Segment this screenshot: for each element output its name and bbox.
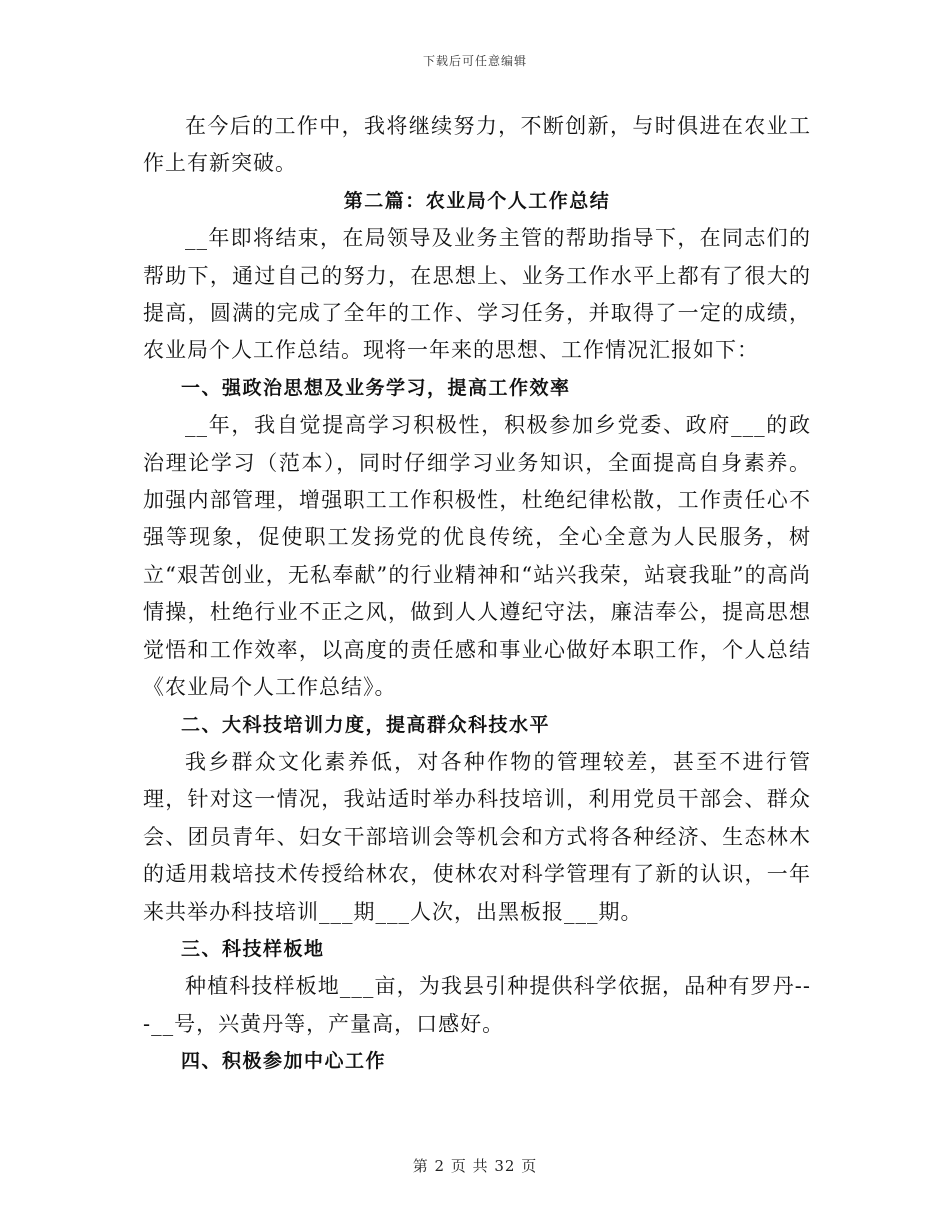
heading-1: 一、强政治思想及业务学习，提高工作效率: [181, 376, 571, 399]
paragraph-intro: __年即将结束，在局领导及业务主管的帮助指导下，在同志们的帮助下，通过自己的努力，在思想上、业务工作水平上都有了很大的提高，圆满的完成了全年的工作、学习任务，并取得了一定的成绩，农业局个人工作总结。现将一年来的思想、工作情况汇报如下：: [143, 226, 811, 363]
heading-4: 四、积极参加中心工作: [181, 1050, 387, 1073]
paragraph-demo-field: 种植科技样板地___亩，为我县引种提供科学依据，品种有罗丹---__号，兴黄丹等，产量高，口感好。: [143, 974, 811, 1036]
heading-2: 二、大科技培训力度，提高群众科技水平: [181, 713, 551, 736]
paragraph-study: __年，我自觉提高学习积极性，积极参加乡党委、政府___的政治理论学习（范本），同时仔细学习业务知识，全面提高自身素养。加强内部管理，增强职工工作积极性，杜绝纪律松散，工作责任心不强等现象，促使职工发扬党的优良传统，全心全意为人民服务，树立“艰苦创业，无私奉献”的行业精神和“站兴我荣，站衰我耻”的高尚情操，杜绝行业不正之风，做到人人遵纪守法，廉洁奉公，提高思想觉悟和工作效率，以高度的责任感和事业心做好本职工作，个人总结《农业局个人工作总结》。: [143, 413, 811, 700]
page-header: 下载后可任意编辑: [422, 54, 527, 68]
page-number: 第 2 页 共 32 页: [412, 1157, 538, 1175]
section-title: 第二篇：农业局个人工作总结: [343, 189, 611, 212]
paragraph-training: 我乡群众文化素养低，对各种作物的管理较差，甚至不进行管理，针对这一情况，我站适时举办科技培训，利用党员干部会、群众会、团员青年、妇女干部培训会等机会和方式将各种经济、生态林木的适用栽培技术传授给林农，使林农对科学管理有了新的认识，一年来共举办科技培训___期___人次，出黑板报___期。: [143, 749, 811, 924]
document-body: [143, 108, 811, 1081]
heading-3: 三、科技样板地: [181, 937, 325, 960]
paragraph-closing: 在今后的工作中，我将继续努力，不断创新，与时俱进在农业工作上有新突破。: [143, 114, 811, 176]
